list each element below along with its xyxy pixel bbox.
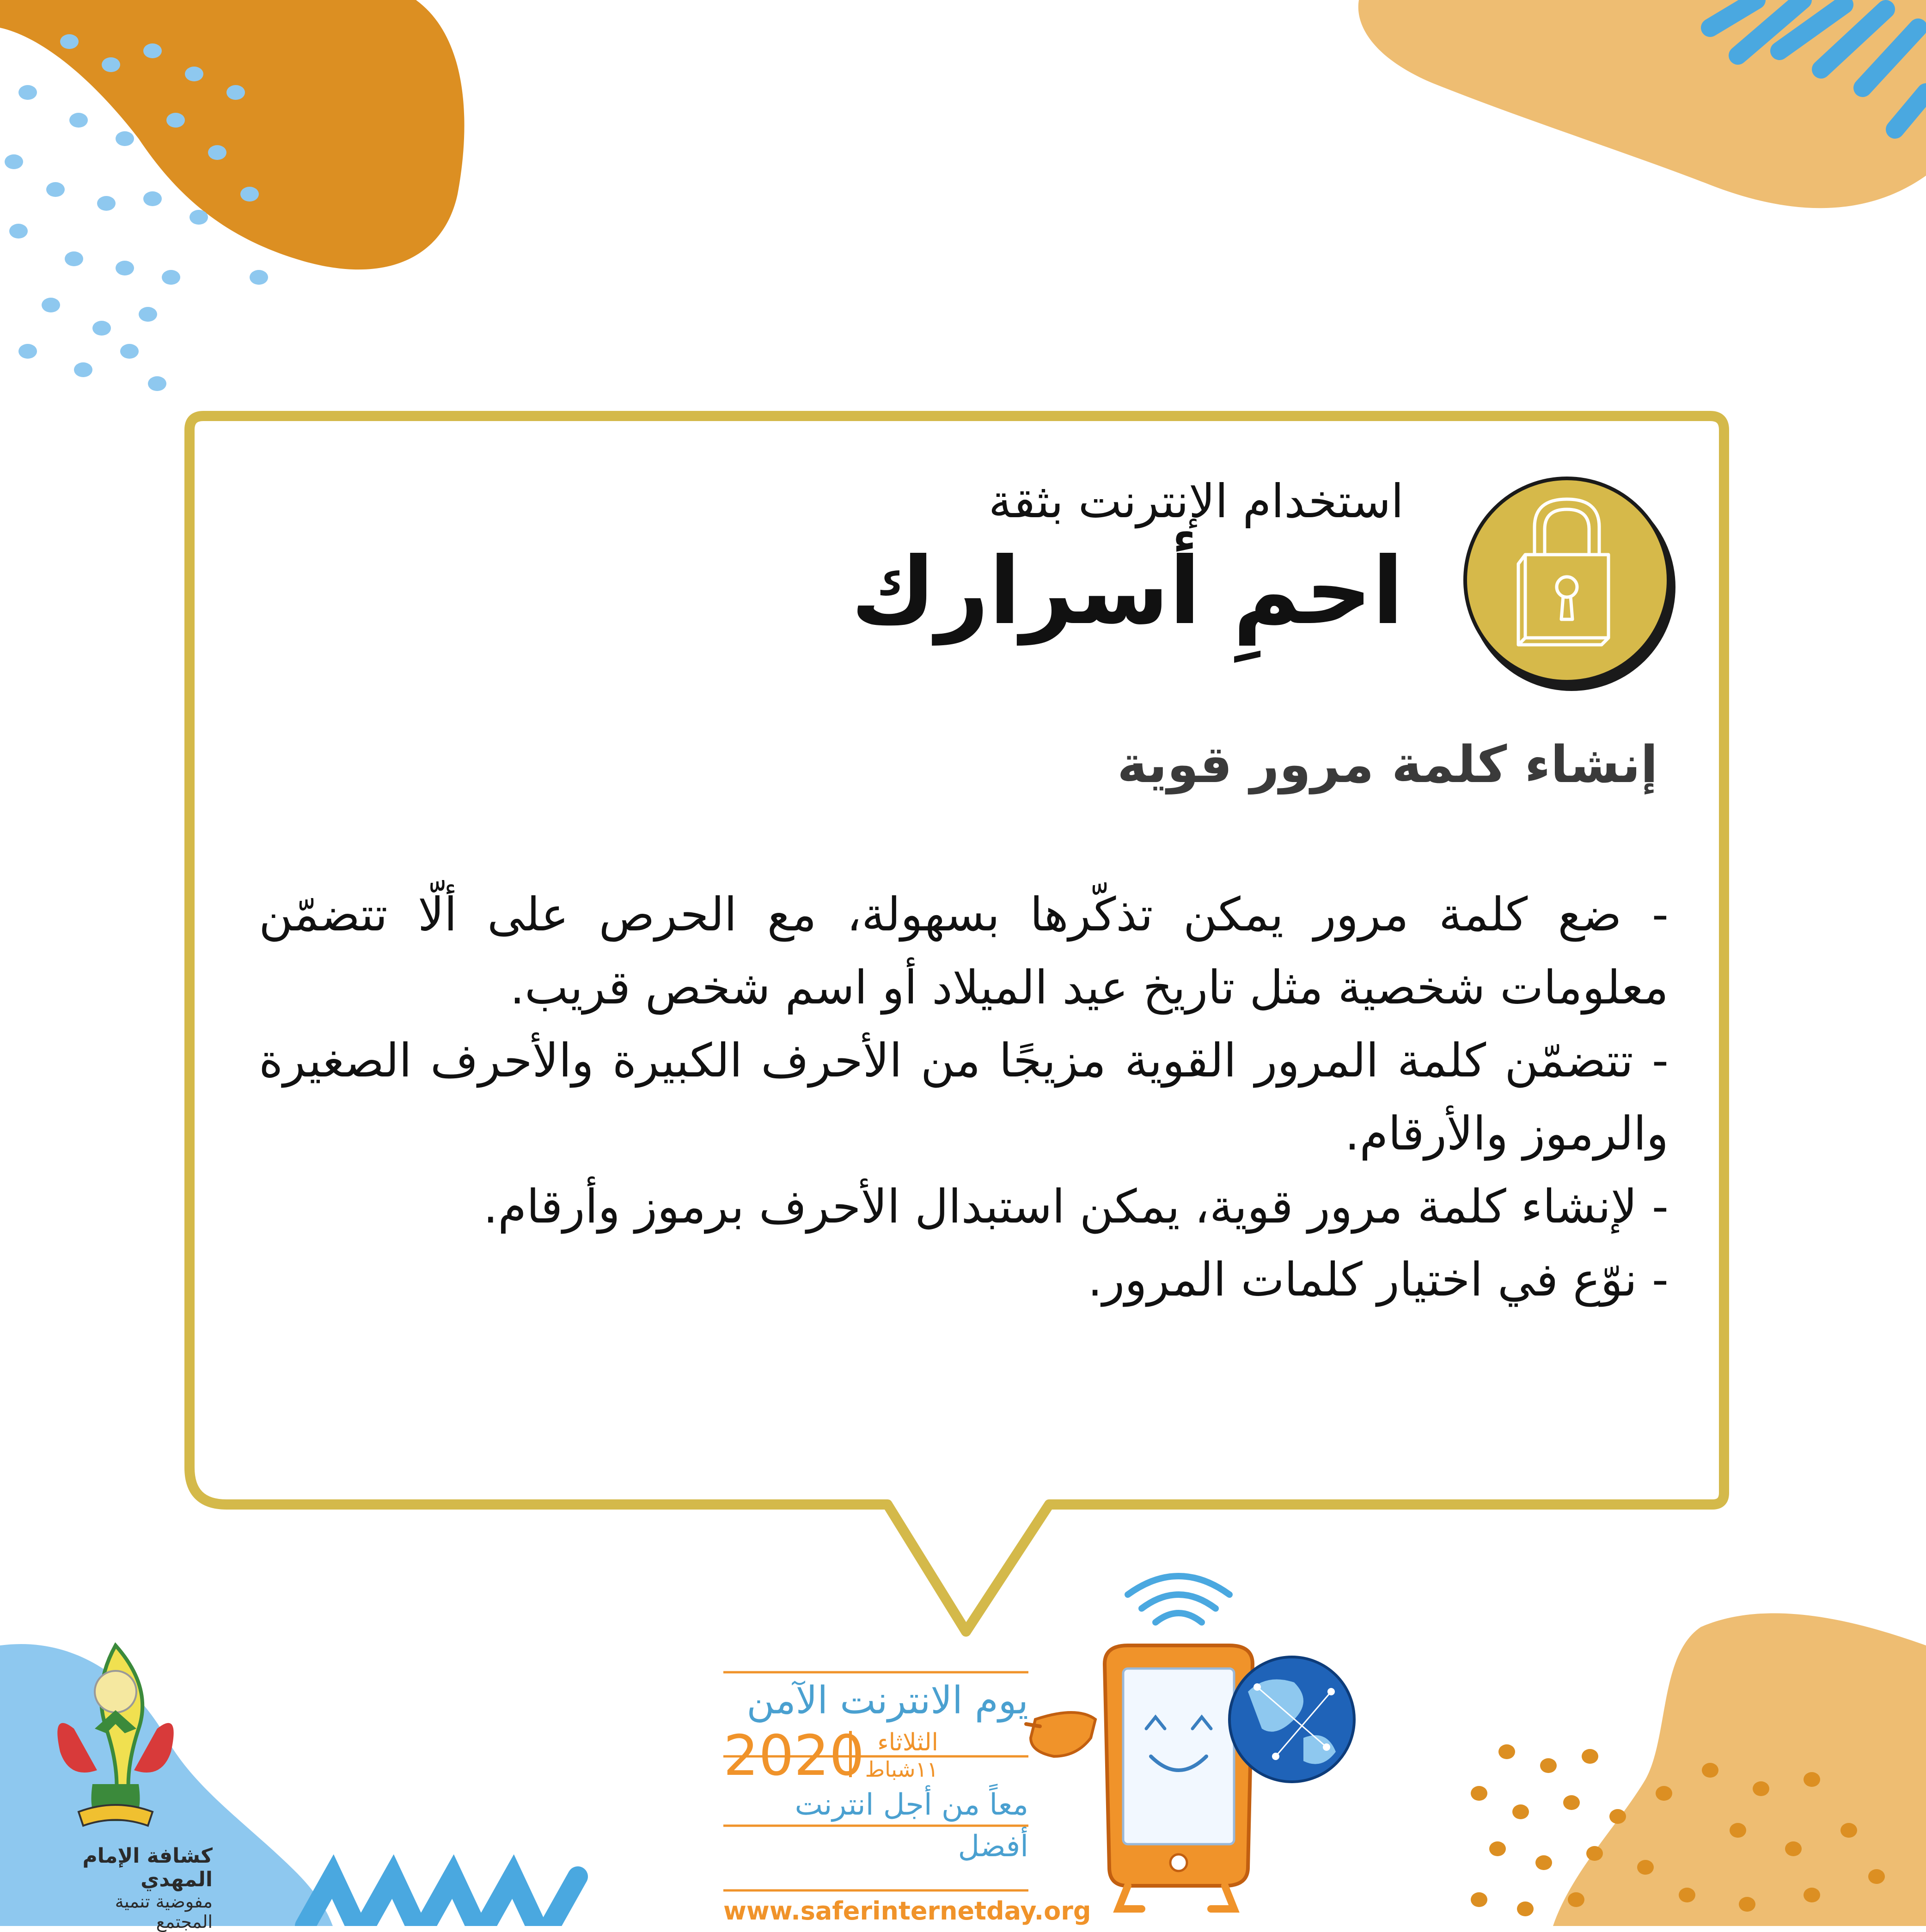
section-title: إنشاء كلمة مرور قوية: [1117, 735, 1658, 794]
tip-item: - نوّع في اختيار كلمات المرور.: [1088, 1253, 1669, 1307]
organization-label: [65, 1844, 213, 1932]
sid-day: الثلاثاء: [877, 1729, 938, 1756]
tip-item: - لإنشاء كلمة مرور قوية، يمكن استبدال الأحرف برموز وأرقام.: [483, 1180, 1669, 1234]
sid-date: ١١شباط: [865, 1757, 938, 1782]
pointing-hand-icon: [1026, 1712, 1095, 1756]
organization-subtitle: مفوضية تنمية المجتمع: [115, 1891, 213, 1932]
page-subtitle: استخدام الإنترنت بثقة: [988, 474, 1404, 528]
sid-url-link[interactable]: www.saferinternetday.org: [723, 1896, 1091, 1926]
sid-slogan: معاً من أجل انترنت أفضل: [795, 1788, 1028, 1864]
globe-icon: [1229, 1657, 1354, 1782]
blue-strokes-bottom: [305, 1877, 578, 1926]
organization-name: كشافة الإمام المهدي: [82, 1844, 213, 1891]
light-orange-blob-top-right: [1358, 0, 1926, 208]
page-title: احمِ أسرارك: [851, 538, 1404, 645]
sid-year: 2020: [723, 1724, 865, 1788]
header: [618, 471, 1404, 647]
tip-item: - ضع كلمة مرور يمكن تذكّرها بسهولة، مع الحرص على ألّا تتضمّن معلومات شخصية مثل تاريخ عيد الميلاد أو اسم شخص قريب.: [259, 887, 1669, 1015]
smiling-tablet-mascot: [1105, 1576, 1253, 1909]
tip-item: - تتضمّن كلمة المرور القوية مزيجًا من الأحرف الكبيرة والأحرف الصغيرة والرموز والأرقام.: [259, 1033, 1669, 1161]
sid-title: يوم الانترنت الآمن: [746, 1679, 1028, 1723]
tips-list: [259, 878, 1669, 1316]
